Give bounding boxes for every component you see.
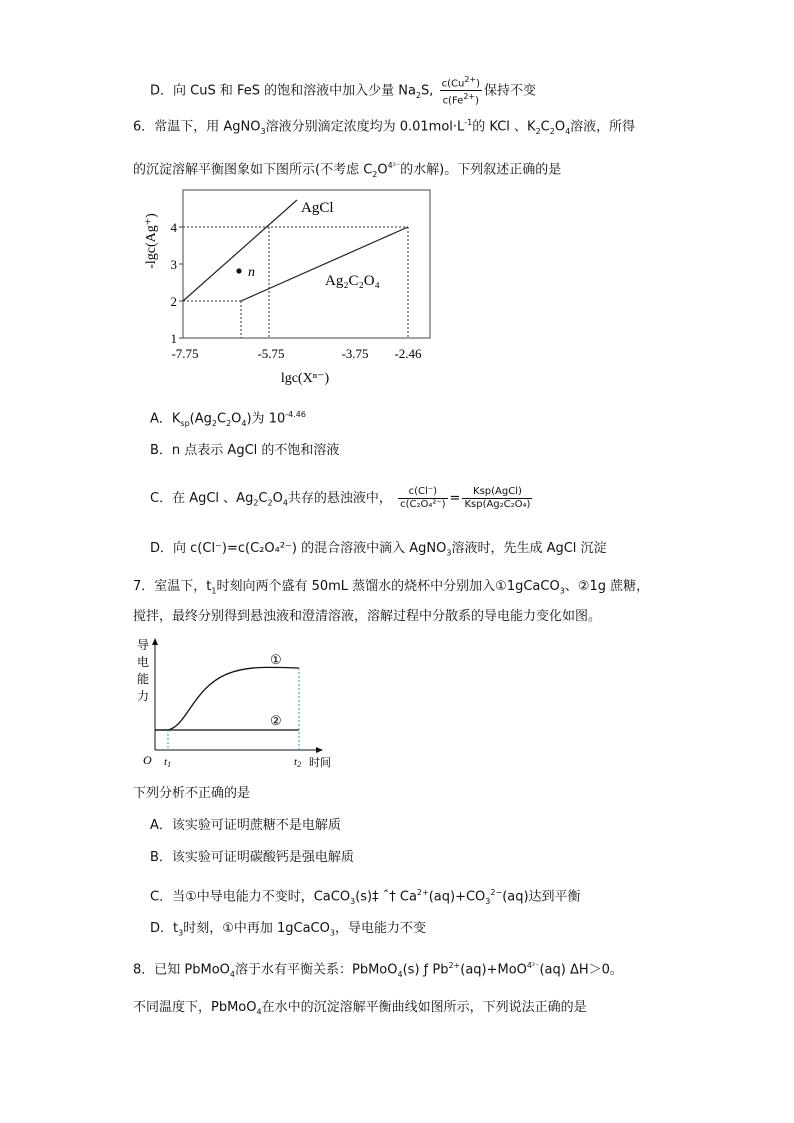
y-axis-label: -lgc(Ag⁺) — [144, 213, 159, 269]
q7-option-a: A．该实验可证明蔗糖不是电解质 — [150, 818, 341, 833]
y-label-char-1: 导 — [137, 638, 150, 652]
q6-option-c: C．在 AgCl 、$Ag_2C_2O_4$共存的悬浊液中， $\frac{c(Cl^-)}{\text{c(C₂O₄²⁻)}}$ = $\frac{\text{Ksp(AgCl)}}{\text{Ksp(Ag₂C₂O₄)}}$ — [150, 486, 531, 510]
conductivity-chart — [135, 636, 345, 776]
x-tick-575: -5.75 — [257, 346, 285, 361]
agcl-line — [183, 200, 297, 301]
q7-option-b: B．该实验可证明碳酸钙是强电解质 — [150, 850, 354, 865]
q6-option-d: D．向 c(Cl⁻)=c(C₂O₄²⁻) 的混合溶液中滴入 AgNO$_3$溶液时，先生成 AgCl 沉淀 — [150, 541, 607, 558]
y-tick-4: 4 — [170, 220, 177, 235]
curve-1-label: ① — [270, 652, 282, 667]
q7-question: 下列分析不正确的是 — [133, 786, 251, 801]
y-arrow — [152, 638, 158, 645]
y-label-char-4: 力 — [137, 689, 150, 703]
x-axis-label: 时间 — [309, 757, 331, 769]
y-tick-2: 2 — [170, 294, 177, 309]
y-tick-1: 1 — [170, 331, 177, 346]
origin-label: O — [143, 753, 152, 767]
q6-option-b: B．n 点表示 AgCl 的不饱和溶液 — [150, 443, 340, 458]
q7-option-d: D．$t_3$时刻，①中再加 1gCaCO$_3$，导电能力不变 — [150, 921, 426, 938]
x-tick-246: -2.46 — [394, 346, 422, 361]
x-tick-375: -3.75 — [341, 346, 369, 361]
q7-option-c: C．当①中导电能力不变时，CaCO$_3$(s)‡ ˆ† $Ca^{2+}(aq)+CO_3^{2-}(aq)$达到平衡 — [150, 888, 581, 906]
agcl-ag2c2o4-chart — [135, 183, 445, 393]
q7-stem-line1: 7．室温下，$t_1$时刻向两个盛有 50mL 蒸馏水的烧杯中分别加入①1gCaCO$_3$、②1g 蔗糖， — [133, 579, 650, 596]
q6-stem-line2: 的沉淀溶解平衡图象如下图所示(不考虑 $C_2O^{4^{2-}}$的水解)。下列叙述正确的是 — [133, 161, 562, 179]
y-label-char-2: 电 — [137, 655, 150, 669]
x-axis-label: lgc(Xⁿ⁻) — [280, 371, 330, 386]
t1-label: t1 — [164, 756, 172, 769]
point-n — [236, 268, 241, 273]
x-arrow — [316, 747, 323, 753]
y-tick-3: 3 — [170, 257, 177, 272]
q5-option-d: D．向 CuS 和 FeS 的饱和溶液中加入少量 $Na_2S$, $\frac{c(Cu^{2+})}{c(Fe^{2+})}$ 保持不变 — [150, 75, 537, 107]
label-n: n — [248, 265, 255, 280]
ag2c2o4-line — [241, 227, 408, 301]
t2-label: t2 — [294, 756, 302, 769]
x-tick-775: -7.75 — [171, 346, 199, 361]
q6-option-a: A．$K_{sp}(Ag_2C_2O_4)$为 $10^{-4.46}$ — [150, 410, 306, 428]
q8-stem-line1: 8．已知 PbMoO$_4$溶于水有平衡关系：PbMoO$_4$(s) ƒ $Pb^{2+}(aq)+MoO^{4^{2-}}(aq)$ ΔH＞0。 — [133, 961, 623, 979]
q7-stem-line2: 搅拌，最终分别得到悬浊液和澄清溶液，溶解过程中分散系的导电能力变化如图。 — [133, 609, 602, 624]
q8-stem-line2: 不同温度下，PbMoO$_4$在水中的沉淀溶解平衡曲线如图所示，下列说法正确的是 — [133, 1000, 587, 1017]
y-label-char-3: 能 — [137, 672, 150, 686]
q5-fraction: $\frac{c(Cu^{2+})}{c(Fe^{2+})}$ — [441, 75, 481, 107]
label-agcl: AgCl — [301, 200, 334, 216]
label-ag2c2o4: Ag₂C₂O₄ — [325, 273, 380, 289]
curve-2-label: ② — [270, 713, 282, 728]
q6-stem-line1: 6．常温下，用 AgNO$_3$溶液分别滴定浓度均为 $0.01mol\cdot L^{-1}$的 KCl 、$K_2C_2O_4$溶液，所得 — [133, 118, 636, 136]
